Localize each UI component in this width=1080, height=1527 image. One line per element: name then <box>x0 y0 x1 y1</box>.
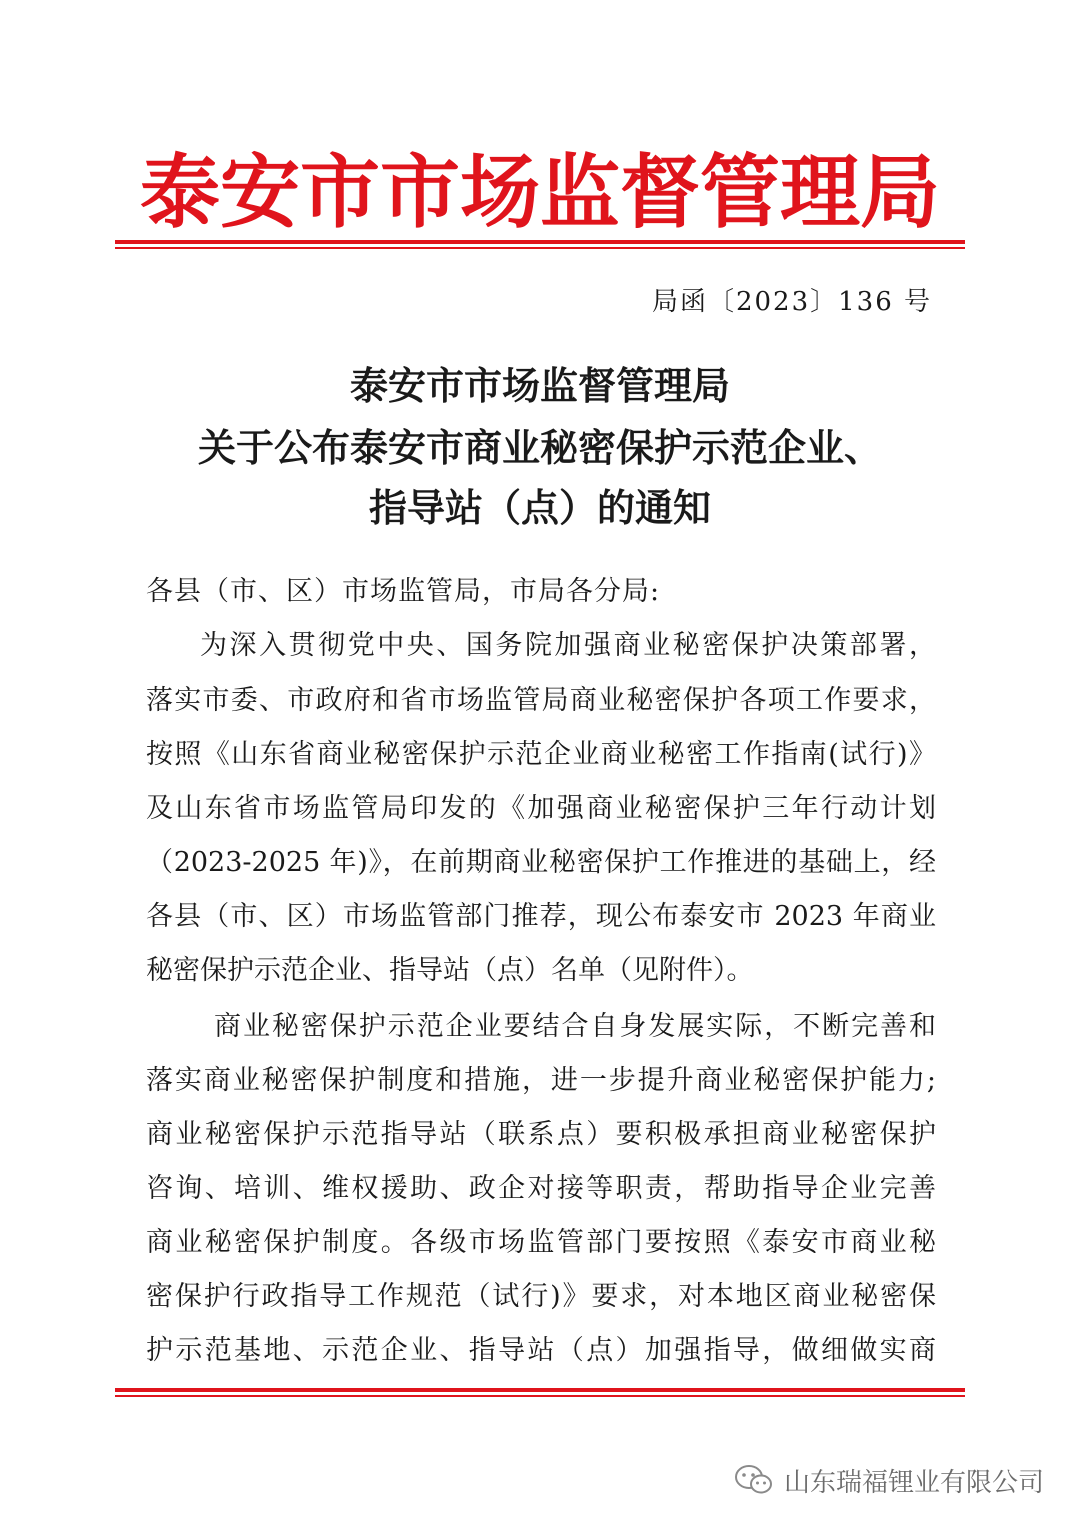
masthead-char: 监 <box>540 145 620 239</box>
paragraph-line: 咨询、培训、维权援助、政企对接等职责，帮助指导企业完善 <box>146 1173 936 1204</box>
masthead-title <box>140 146 940 238</box>
paragraph-line: 按照《山东省商业秘密保护示范企业商业秘密工作指南(试行)》 <box>146 739 936 770</box>
paragraph-line: 密保护行政指导工作规范（试行)》要求，对本地区商业秘密保 <box>146 1281 936 1312</box>
watermark-text: 山东瑞福锂业有限公司 <box>783 1467 1044 1498</box>
notice-title-line-1: 泰安市市场监督管理局 <box>349 363 730 408</box>
masthead-char: 局 <box>860 145 940 239</box>
document-number: 局函〔2023〕136 号 <box>651 287 932 317</box>
paragraph-line: 及山东省市场监管局印发的《加强商业秘密保护三年行动计划 <box>146 793 936 824</box>
paragraph-line: 秘密保护示范企业、指导站（点）名单（见附件）。 <box>146 955 754 986</box>
masthead-char: 安 <box>220 145 300 239</box>
notice-title-line-2: 关于公布泰安市商业秘密保护示范企业、 <box>197 425 882 470</box>
paragraph-line: 商业秘密保护制度。各级市场监管部门要按照《泰安市商业秘 <box>146 1227 936 1258</box>
watermark <box>734 1458 1044 1502</box>
masthead-char: 场 <box>460 145 540 239</box>
paragraph-line: （2023-2025 年)》，在前期商业秘密保护工作推进的基础上，经 <box>146 847 936 878</box>
masthead-divider <box>115 240 965 249</box>
masthead-char: 市 <box>380 145 460 239</box>
masthead-char: 市 <box>300 145 380 239</box>
paragraph-line: 落实商业秘密保护制度和措施，进一步提升商业秘密保护能力; <box>146 1065 936 1096</box>
masthead-char: 泰 <box>140 145 220 239</box>
notice-title-line-3: 指导站（点）的通知 <box>368 485 711 530</box>
paragraph-line: 护示范基地、示范企业、指导站（点）加强指导，做细做实商 <box>146 1335 936 1366</box>
masthead-char: 督 <box>620 145 700 239</box>
paragraph-line: 各县（市、区）市场监管部门推荐，现公布泰安市 2023 年商业 <box>146 901 936 932</box>
masthead-char: 管 <box>700 145 780 239</box>
footer-divider <box>115 1388 965 1397</box>
paragraph-line: 商业秘密保护示范企业要结合自身发展实际，不断完善和 <box>214 1011 936 1042</box>
paragraph-line: 为深入贯彻党中央、国务院加强商业秘密保护决策部署， <box>200 630 936 661</box>
paragraph-line: 落实市委、市政府和省市场监管局商业秘密保护各项工作要求， <box>146 685 936 716</box>
wechat-icon <box>734 1463 774 1497</box>
salutation: 各县（市、区）市场监管局，市局各分局: <box>146 576 661 607</box>
paragraph-line: 商业秘密保护示范指导站（联系点）要积极承担商业秘密保护 <box>146 1119 936 1150</box>
masthead-char: 理 <box>780 145 860 239</box>
